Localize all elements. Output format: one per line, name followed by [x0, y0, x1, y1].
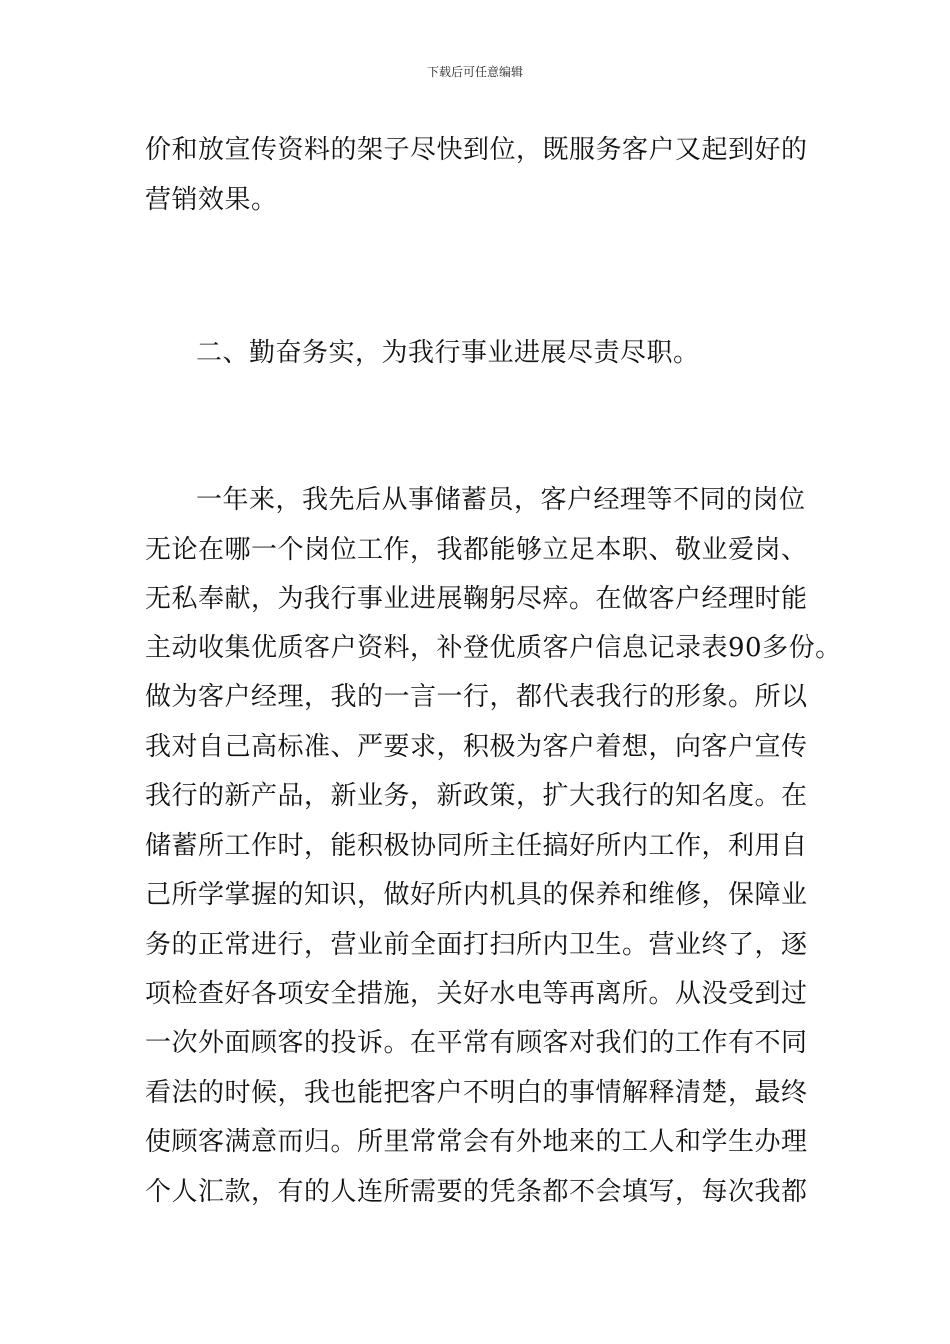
text-line: 价和放宣传资料的架子尽快到位，既服务客户又起到好的 [145, 135, 808, 165]
section-heading: 二、勤奋务实，为我行事业进展尽责尽职。 [196, 338, 700, 368]
text-line: 主动收集优质客户资料，补登优质客户信息记录表90多份。 [145, 633, 842, 663]
text-line: 我对自己高标准、严要求，积极为客户着想，向客户宣传 [145, 732, 808, 762]
text-line: 做为客户经理，我的一言一行，都代表我行的形象。所以 [145, 682, 808, 712]
text-line: 一年来，我先后从事储蓄员，客户经理等不同的岗位 [196, 485, 806, 515]
text-line: 己所学掌握的知识，做好所内机具的保养和维修，保障业 [145, 880, 808, 910]
page-header: 下载后可任意编辑 [426, 65, 523, 79]
text-line: 务的正常进行，营业前全面打扫所内卫生。营业终了，逐 [145, 930, 808, 960]
text-line: 个人汇款，有的人连所需要的凭条都不会填写，每次我都 [145, 1177, 808, 1207]
text-line: 储蓄所工作时，能积极协同所主任搞好所内工作，利用自 [145, 831, 808, 861]
text-line: 一次外面顾客的投诉。在平常有顾客对我们的工作有不同 [145, 1028, 808, 1058]
text-line: 无私奉献，为我行事业进展鞠躬尽瘁。在做客户经理时能 [145, 584, 808, 614]
text-line: 看法的时候，我也能把客户不明白的事情解释清楚，最终 [145, 1078, 808, 1108]
text-line: 营销效果。 [145, 185, 278, 215]
text-line: 项检查好各项安全措施，关好水电等再离所。从没受到过 [145, 979, 808, 1009]
text-line: 无论在哪一个岗位工作，我都能够立足本职、敬业爱岗、 [145, 535, 808, 565]
text-line: 我行的新产品，新业务，新政策，扩大我行的知名度。在 [145, 781, 808, 811]
text-line: 使顾客满意而归。所里常常会有外地来的工人和学生办理 [145, 1127, 808, 1157]
